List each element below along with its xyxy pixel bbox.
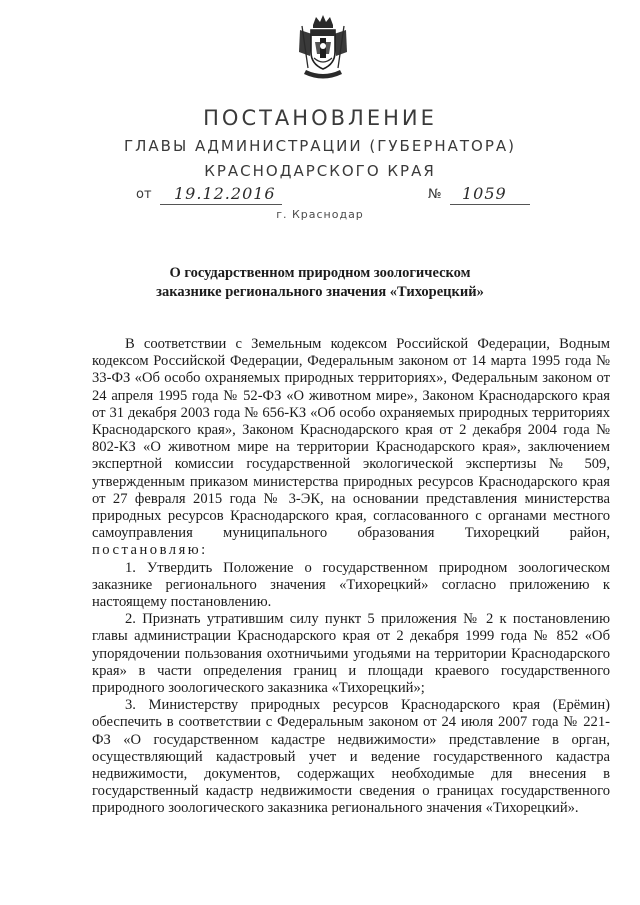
city-label: г. Краснодар [276,208,364,221]
coat-of-arms-emblem [296,12,350,84]
region-heading: КРАСНОДАРСКОГО КРАЯ [204,162,436,180]
item-1-paragraph: 1. Утвердить Положение о государственном природном зоологическом заказнике регионального значения «Тихорецкий» согласно приложению к настоящему постановлению. [92,559,610,611]
issuing-authority-heading: ГЛАВЫ АДМИНИСТРАЦИИ (ГУБЕРНАТОРА) [123,137,517,155]
date-underline [160,204,282,205]
decree-title-line-1: О государственном природном зоологическом [169,265,471,281]
document-type-heading: ПОСТАНОВЛЕНИЕ [203,106,437,130]
decree-title-line-2: заказнике регионального значения «Тихорецкий» [156,284,484,300]
date-value: 19.12.2016 [174,184,276,203]
decree-body [92,336,610,818]
preamble-paragraph [92,336,610,560]
item-2-paragraph: 2. Признать утратившим силу пункт 5 приложения № 2 к постановлению главы администрации Краснодарского края от 2 декабря 1999 года № 852 «Об упорядочении пользования охотничьими угодьями на территории Краснодарского края» в части определения границ и площади краевого государственного природного зоологического заказника «Тихорецкий»; [92,611,610,697]
decree-word: постановляю: [92,542,208,559]
date-prefix: от [136,187,152,202]
number-value: 1059 [462,184,507,203]
number-underline [450,204,530,205]
item-3-paragraph: 3. Министерству природных ресурсов Краснодарского края (Ерёмин) обеспечить в соответствии с Федеральным законом от 24 июля 2007 года № 221-ФЗ «О государственном кадастре недвижимости» представление в орган, осуществляющий кадастровый учет и ведение государственного кадастра недвижимости, документов, содержащих необходимые для внесения в государственный кадастр недвижимости сведения о границах государственного природного зоологического заказника регионального значения «Тихорецкий». [92,697,610,817]
number-prefix: № [428,187,442,202]
preamble-text: В соответствии с Земельным кодексом Российской Федерации, Водным кодексом Российской Федерации, Федеральным законом от 14 марта 1995 года № 33-ФЗ «Об особо охраняемых природных территориях», Федеральным законом от 24 апреля 1995 года № 52-ФЗ «О животном мире», Законом Краснодарского края от 31 декабря 2003 года № 656-КЗ «Об особо охраняемых природных территориях Краснодарского края», Законом Краснодарского края от 2 декабря 2004 года № 802-КЗ «О животном мире на территории Краснодарского края», заключением экспертной комиссии государственной экологической экспертизы № 509, утвержденным приказом министерства природных ресурсов Краснодарского края от 27 февраля 2015 года № 3-ЭК, на основании представления министерства природных ресурсов Краснодарского края, согласованного с органами местного самоуправления муниципального образования Тихорецкий район, [92,336,610,542]
